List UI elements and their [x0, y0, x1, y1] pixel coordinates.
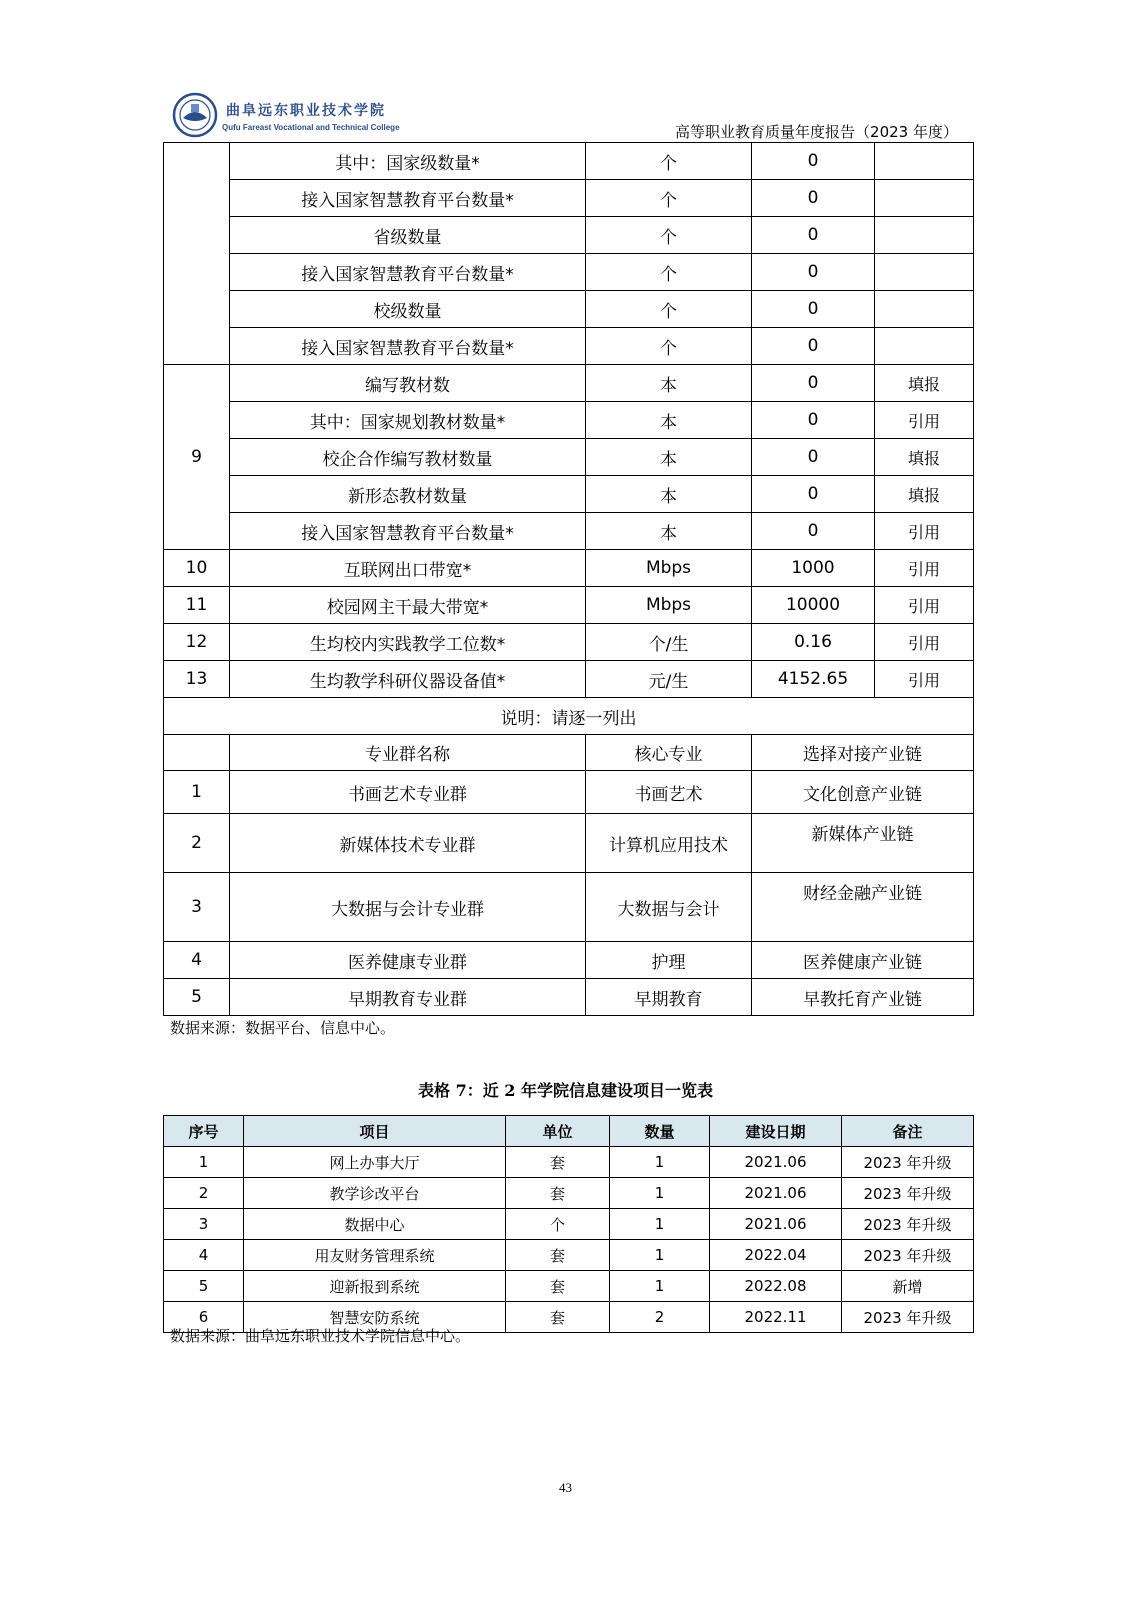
unit-cell: 个	[586, 291, 752, 328]
column-header: 备注	[842, 1116, 974, 1147]
table-row	[164, 1271, 974, 1302]
table-row	[164, 1240, 974, 1271]
row-number: 2	[164, 814, 230, 873]
row-number: 4	[164, 942, 230, 979]
table-row	[164, 587, 974, 624]
table-cell: 教学诊改平台	[244, 1178, 506, 1209]
table-row	[164, 942, 974, 979]
row-number: 9	[164, 365, 230, 550]
table-row	[164, 254, 974, 291]
item-cell: 接入国家智慧教育平台数量*	[230, 513, 586, 550]
table-cell: 2023 年升级	[842, 1240, 974, 1271]
note-cell: 引用	[875, 661, 974, 698]
table-cell: 套	[506, 1302, 610, 1333]
table-row	[164, 217, 974, 254]
table-header-row	[164, 1116, 974, 1147]
core-major-cell: 大数据与会计	[586, 873, 752, 942]
table-cell: 1	[610, 1271, 710, 1302]
unit-cell: 个/生	[586, 624, 752, 661]
table-row	[164, 365, 974, 402]
table-row	[164, 661, 974, 698]
group-header-row	[164, 735, 974, 771]
table-row	[164, 624, 974, 661]
item-cell: 校级数量	[230, 291, 586, 328]
unit-cell: 个	[586, 254, 752, 291]
table-cell: 套	[506, 1178, 610, 1209]
page-number: 43	[559, 1480, 572, 1495]
table-cell: 3	[164, 1209, 244, 1240]
column-header: 单位	[506, 1116, 610, 1147]
indicator-table	[163, 142, 974, 1016]
unit-cell: 元/生	[586, 661, 752, 698]
table-cell: 1	[610, 1240, 710, 1271]
note-cell	[875, 291, 974, 328]
item-cell: 接入国家智慧教育平台数量*	[230, 254, 586, 291]
item-cell: 校园网主干最大带宽*	[230, 587, 586, 624]
row-number: 3	[164, 873, 230, 942]
data-source-note: 数据来源：曲阜远东职业技术学院信息中心。	[170, 1327, 471, 1345]
note-cell	[875, 254, 974, 291]
unit-cell: Mbps	[586, 587, 752, 624]
item-cell: 校企合作编写教材数量	[230, 439, 586, 476]
explanation-row	[164, 698, 974, 735]
group-name-cell: 医养健康专业群	[230, 942, 586, 979]
item-cell: 其中：国家规划教材数量*	[230, 402, 586, 439]
table-cell: 2	[164, 1178, 244, 1209]
note-cell: 引用	[875, 624, 974, 661]
row-number: 13	[164, 661, 230, 698]
table-cell: 智慧安防系统	[244, 1302, 506, 1333]
table-row	[164, 1178, 974, 1209]
core-major-cell: 早期教育	[586, 979, 752, 1016]
industry-chain-cell: 文化创意产业链	[752, 771, 974, 814]
table-cell: 1	[610, 1209, 710, 1240]
value-cell: 0	[752, 328, 875, 365]
table-cell: 用友财务管理系统	[244, 1240, 506, 1271]
core-major-cell: 护理	[586, 942, 752, 979]
value-cell: 0	[752, 476, 875, 513]
value-cell: 0	[752, 291, 875, 328]
value-cell: 0	[752, 513, 875, 550]
unit-cell: 本	[586, 402, 752, 439]
college-name-en: Qufu Fareast Vocational and Technical College	[222, 123, 400, 132]
unit-cell: 本	[586, 439, 752, 476]
group-header-blank	[164, 735, 230, 771]
item-cell: 编写教材数	[230, 365, 586, 402]
item-cell: 其中：国家级数量*	[230, 143, 586, 180]
industry-chain-cell: 医养健康产业链	[752, 942, 974, 979]
value-cell: 0	[752, 254, 875, 291]
value-cell: 4152.65	[752, 661, 875, 698]
block8-no-cell	[164, 143, 230, 365]
unit-cell: Mbps	[586, 550, 752, 587]
unit-cell: 本	[586, 365, 752, 402]
data-source-note: 数据来源：数据平台、信息中心。	[170, 1019, 396, 1037]
table-cell: 2021.06	[710, 1147, 842, 1178]
table-cell: 2023 年升级	[842, 1178, 974, 1209]
group-name-cell: 新媒体技术专业群	[230, 814, 586, 873]
value-cell: 0	[752, 365, 875, 402]
table-row	[164, 180, 974, 217]
unit-cell: 个	[586, 217, 752, 254]
table-row	[164, 476, 974, 513]
table-cell: 2022.11	[710, 1302, 842, 1333]
group-name-cell: 大数据与会计专业群	[230, 873, 586, 942]
industry-chain-cell: 财经金融产业链	[752, 873, 974, 942]
note-cell: 引用	[875, 587, 974, 624]
it-projects-table	[163, 1115, 974, 1333]
column-header: 数量	[610, 1116, 710, 1147]
table-cell: 2023 年升级	[842, 1209, 974, 1240]
table-row	[164, 550, 974, 587]
item-cell: 接入国家智慧教育平台数量*	[230, 180, 586, 217]
table-cell: 1	[164, 1147, 244, 1178]
value-cell: 1000	[752, 550, 875, 587]
table-cell: 1	[610, 1147, 710, 1178]
note-cell: 填报	[875, 365, 974, 402]
industry-chain-cell: 新媒体产业链	[752, 814, 974, 873]
unit-cell: 个	[586, 143, 752, 180]
value-cell: 10000	[752, 587, 875, 624]
table-row	[164, 873, 974, 942]
note-cell: 引用	[875, 550, 974, 587]
note-cell	[875, 180, 974, 217]
row-number: 12	[164, 624, 230, 661]
table-cell: 4	[164, 1240, 244, 1271]
item-cell: 省级数量	[230, 217, 586, 254]
unit-cell: 本	[586, 513, 752, 550]
college-name-cn: 曲阜远东职业技术学院	[226, 103, 386, 119]
value-cell: 0	[752, 439, 875, 476]
core-major-cell: 计算机应用技术	[586, 814, 752, 873]
note-cell	[875, 217, 974, 254]
value-cell: 0	[752, 180, 875, 217]
table-cell: 1	[610, 1178, 710, 1209]
item-cell: 互联网出口带宽*	[230, 550, 586, 587]
table-cell: 数据中心	[244, 1209, 506, 1240]
explanation-cell: 说明：请逐一列出	[164, 698, 974, 735]
column-header: 建设日期	[710, 1116, 842, 1147]
table-cell: 2	[610, 1302, 710, 1333]
unit-cell: 个	[586, 180, 752, 217]
core-major-header: 核心专业	[586, 735, 752, 771]
table-cell: 5	[164, 1271, 244, 1302]
table-cell: 2023 年升级	[842, 1302, 974, 1333]
item-cell: 生均校内实践教学工位数*	[230, 624, 586, 661]
table-row	[164, 979, 974, 1016]
column-header: 项目	[244, 1116, 506, 1147]
table-row	[164, 1147, 974, 1178]
table-cell: 2022.04	[710, 1240, 842, 1271]
table-caption: 表格 7：近 2 年学院信息建设项目一览表	[418, 1081, 713, 1100]
value-cell: 0	[752, 143, 875, 180]
core-major-cell: 书画艺术	[586, 771, 752, 814]
table-row	[164, 291, 974, 328]
table-cell: 2021.06	[710, 1178, 842, 1209]
table-cell: 网上办事大厅	[244, 1147, 506, 1178]
item-cell: 新形态教材数量	[230, 476, 586, 513]
table-cell: 迎新报到系统	[244, 1271, 506, 1302]
group-name-cell: 早期教育专业群	[230, 979, 586, 1016]
row-number: 1	[164, 771, 230, 814]
table-row	[164, 814, 974, 873]
item-cell: 生均教学科研仪器设备值*	[230, 661, 586, 698]
value-cell: 0	[752, 217, 875, 254]
column-header: 序号	[164, 1116, 244, 1147]
group-name-header: 专业群名称	[230, 735, 586, 771]
college-logo	[172, 92, 218, 138]
table-row	[164, 328, 974, 365]
group-name-cell: 书画艺术专业群	[230, 771, 586, 814]
table-cell: 2023 年升级	[842, 1147, 974, 1178]
table-cell: 2022.08	[710, 1271, 842, 1302]
row-number: 5	[164, 979, 230, 1016]
table-row	[164, 402, 974, 439]
row-number: 11	[164, 587, 230, 624]
table-cell: 套	[506, 1240, 610, 1271]
note-cell	[875, 143, 974, 180]
note-cell	[875, 328, 974, 365]
table-cell: 套	[506, 1147, 610, 1178]
table-cell: 个	[506, 1209, 610, 1240]
industry-chain-header: 选择对接产业链	[752, 735, 974, 771]
value-cell: 0	[752, 402, 875, 439]
note-cell: 引用	[875, 513, 974, 550]
row-number: 10	[164, 550, 230, 587]
note-cell: 引用	[875, 402, 974, 439]
table-row	[164, 771, 974, 814]
table-cell: 套	[506, 1271, 610, 1302]
industry-chain-cell: 早教托育产业链	[752, 979, 974, 1016]
item-cell: 接入国家智慧教育平台数量*	[230, 328, 586, 365]
table-cell: 6	[164, 1302, 244, 1333]
table-row	[164, 1209, 974, 1240]
table-cell: 2021.06	[710, 1209, 842, 1240]
note-cell: 填报	[875, 476, 974, 513]
unit-cell: 个	[586, 328, 752, 365]
report-title: 高等职业教育质量年度报告（2023 年度）	[675, 123, 958, 141]
value-cell: 0.16	[752, 624, 875, 661]
note-cell: 填报	[875, 439, 974, 476]
table-row	[164, 439, 974, 476]
unit-cell: 本	[586, 476, 752, 513]
table-row	[164, 143, 974, 180]
table-cell: 新增	[842, 1271, 974, 1302]
table-row	[164, 513, 974, 550]
